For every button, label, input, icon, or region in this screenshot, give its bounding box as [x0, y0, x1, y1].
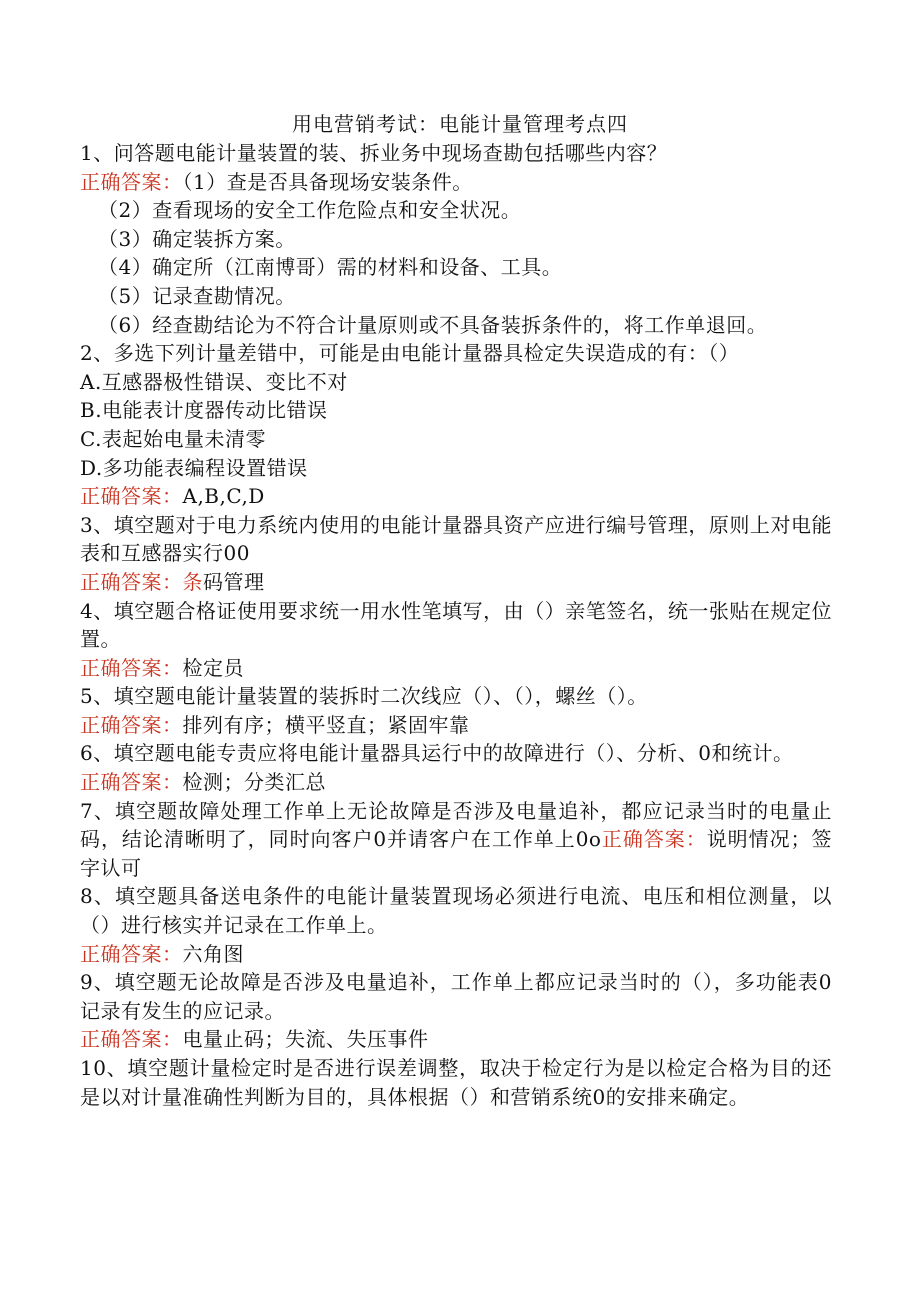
answer-1-line-3: （3）确定装拆方案。: [98, 226, 296, 251]
answer-label: 正确答案：: [80, 1027, 183, 1052]
answer-label: 正确答案：: [80, 569, 183, 594]
question-7-text: 7、填空题故障处理工作单上无论故障是否涉及电量追补，都应记录当时的电量止码，结论清晰明了，同时向客户0并请客户在工作单上0o: [80, 798, 832, 852]
question-1: 1、问答题电能计量装置的装、拆业务中现场查勘包括哪些内容？: [80, 141, 668, 165]
answer-3-colored: 条: [182, 569, 203, 594]
answer-1-line-2: （2）查看现场的安全工作危险点和安全状况。: [98, 198, 522, 223]
answer-3-text: 码管理: [203, 569, 265, 594]
answer-1: [80, 168, 832, 197]
option-c: C.表起始电量未清零: [80, 426, 266, 451]
answer-7-text: 说明情况；签字认可: [80, 827, 833, 880]
answer-8-text: 六角图: [182, 941, 244, 966]
answer-9: [80, 1025, 832, 1054]
option-d: D.多功能表编程设置错误: [80, 455, 308, 480]
answer-label: 正确答案：: [601, 827, 707, 852]
answer-label: 正确答案：: [80, 770, 183, 795]
question-10: 10、填空题计量检定时是否进行误差调整，取决于检定行为是以检定合格为目的还是以对计量准确性判断为目的，具体根据（）和营销系统0的安排来确定。: [80, 1056, 832, 1109]
question-6: 6、填空题电能专责应将电能计量器具运行中的故障进行（）、分析、0和统计。: [80, 741, 794, 766]
document-title: 用电营销考试：电能计量管理考点四: [292, 112, 628, 136]
question-9: 9、填空题无论故障是否涉及电量追补，工作单上都应记录当时的（），多功能表0记录有发生的应记录。: [80, 970, 832, 1023]
question-3: 3、填空题对于电力系统内使用的电能计量器具资产应进行编号管理，原则上对电能表和互感器实行00: [80, 512, 832, 566]
option-b: B.电能表计度器传动比错误: [80, 398, 328, 423]
document-content: [80, 139, 832, 1111]
answer-label: 正确答案：: [80, 484, 183, 509]
answer-1-line-5: （5）记录查勘情况。: [98, 283, 296, 308]
answer-4: [80, 654, 832, 683]
question-8: 8、填空题具备送电条件的电能计量装置现场必须进行电流、电压和相位测量，以（）进行核实并记录在工作单上。: [80, 884, 832, 938]
answer-label: 正确答案：: [80, 655, 183, 680]
answer-4-text: 检定员: [182, 655, 244, 680]
answer-8: [80, 940, 832, 969]
answer-1-first: （1）查是否具备现场安装条件。: [182, 169, 473, 194]
question-4: 4、填空题合格证使用要求统一用水性笔填写，由（）亲笔签名，统一张贴在规定位置。: [80, 598, 832, 652]
option-a: A.互感器极性错误、变比不对: [80, 369, 348, 394]
answer-2: [80, 482, 832, 511]
question-5: 5、填空题电能计量装置的装拆时二次线应（）、（），螺丝（）。: [80, 684, 648, 709]
answer-label: 正确答案：: [80, 712, 183, 737]
answer-9-text: 电量止码；失流、失压事件: [182, 1027, 429, 1052]
answer-5: [80, 711, 832, 740]
answer-2-text: A,B,C,D: [182, 484, 265, 509]
answer-label: 正确答案：: [80, 941, 183, 966]
question-7: [80, 797, 832, 883]
answer-6: [80, 768, 832, 797]
question-2: 2、多选下列计量差错中，可能是由电能计量器具检定失误造成的有：（）: [80, 341, 740, 366]
answer-1-line-4: （4）确定所（江南博哥）需的材料和设备、工具。: [98, 255, 563, 280]
answer-3: [80, 568, 832, 597]
answer-label: 正确答案：: [80, 169, 183, 194]
answer-5-text: 排列有序；横平竖直；紧固牢靠: [182, 712, 470, 737]
answer-1-line-6: （6）经查勘结论为不符合计量原则或不具备装拆条件的，将工作单退回。: [98, 312, 768, 337]
answer-6-text: 检测；分类汇总: [182, 770, 326, 795]
